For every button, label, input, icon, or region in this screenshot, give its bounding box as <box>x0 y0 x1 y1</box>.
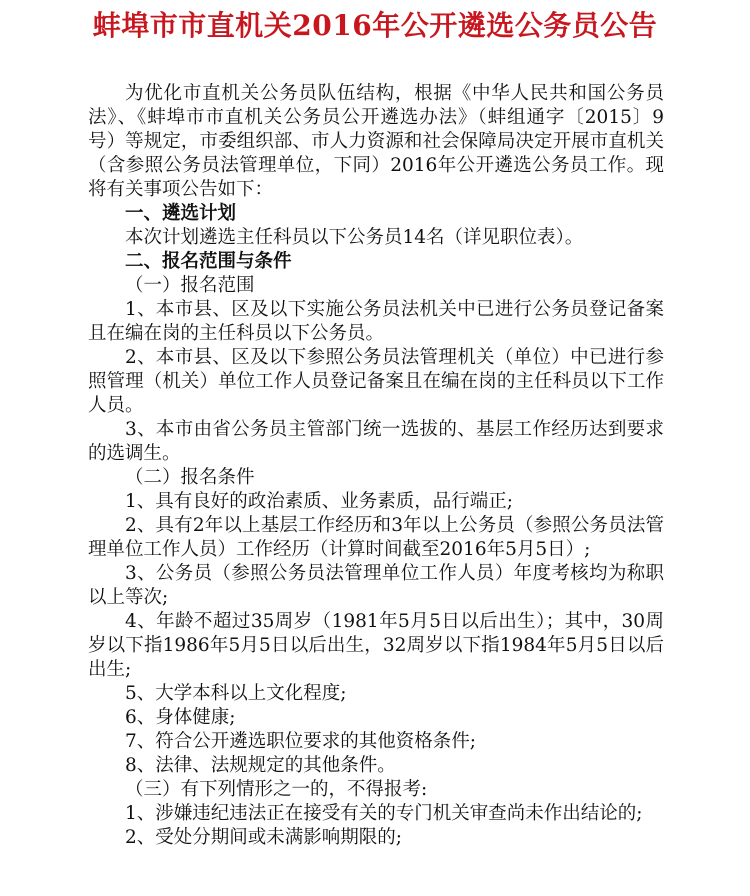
condition-item-6: 6、身体健康; <box>125 707 236 728</box>
condition-item-4: 4、年龄不超过35周岁（1981年5月5日以后出生）；其中，30周岁以下指1986年5月5日以后出生，32周岁以下指1984年5月5日以后出生; <box>88 611 664 680</box>
scope-item-2: 2、本市县、区及以下参照公务员法管理机关（单位）中已进行参照管理（机关）单位工作人员登记备案且在编在岗的主任科员以下工作人员。 <box>88 347 664 416</box>
exclusion-item-2: 2、受处分期间或未满影响期限的; <box>125 827 403 848</box>
condition-item-7: 7、符合公开遴选职位要求的其他资格条件; <box>125 731 477 752</box>
document-title: 蚌埠市市直机关2016年公开遴选公务员公告 <box>92 9 658 42</box>
condition-item-1: 1、具有良好的政治素质、业务素质，品行端正; <box>125 491 514 512</box>
subheading-exclusions: （三）有下列情形之一的，不得报考: <box>125 779 428 800</box>
subheading-conditions: （二）报名条件 <box>125 467 255 488</box>
condition-item-2: 2、具有2年以上基层工作经历和3年以上公务员（参照公务员法管理单位工作人员）工作经历（计算时间截至2016年5月5日）; <box>88 515 664 560</box>
document-body <box>88 82 664 850</box>
exclusion-item-1: 1、涉嫌违纪违法正在接受有关的专门机关审查尚未作出结论的; <box>125 803 643 824</box>
subheading-scope: （一）报名范围 <box>125 275 255 296</box>
section-heading-scope: 二、报名范围与条件 <box>125 251 292 272</box>
condition-item-3: 3、公务员（参照公务员法管理单位工作人员）年度考核均为称职以上等次; <box>88 563 664 608</box>
scope-item-3: 3、本市由省公务员主管部门统一选拔的、基层工作经历达到要求的选调生。 <box>88 419 664 464</box>
intro-paragraph: 为优化市直机关公务员队伍结构，根据《中华人民共和国公务员法》、《蚌埠市市直机关公务员公开遴选办法》（蚌组通字〔2015〕9号）等规定，市委组织部、市人力资源和社会保障局决定开展市直机关（含参照公务员法管理单位，下同）2016年公开遴选公务员工作。现将有关事项公告如下： <box>88 83 664 200</box>
condition-item-8: 8、法律、法规规定的其他条件。 <box>125 755 396 776</box>
plan-paragraph: 本次计划遴选主任科员以下公务员14名（详见职位表）。 <box>125 227 584 248</box>
section-heading-plan: 一、遴选计划 <box>125 203 237 224</box>
scope-item-1: 1、本市县、区及以下实施公务员法机关中已进行公务员登记备案且在编在岗的主任科员以下公务员。 <box>88 299 664 344</box>
condition-item-5: 5、大学本科以上文化程度; <box>125 683 347 704</box>
